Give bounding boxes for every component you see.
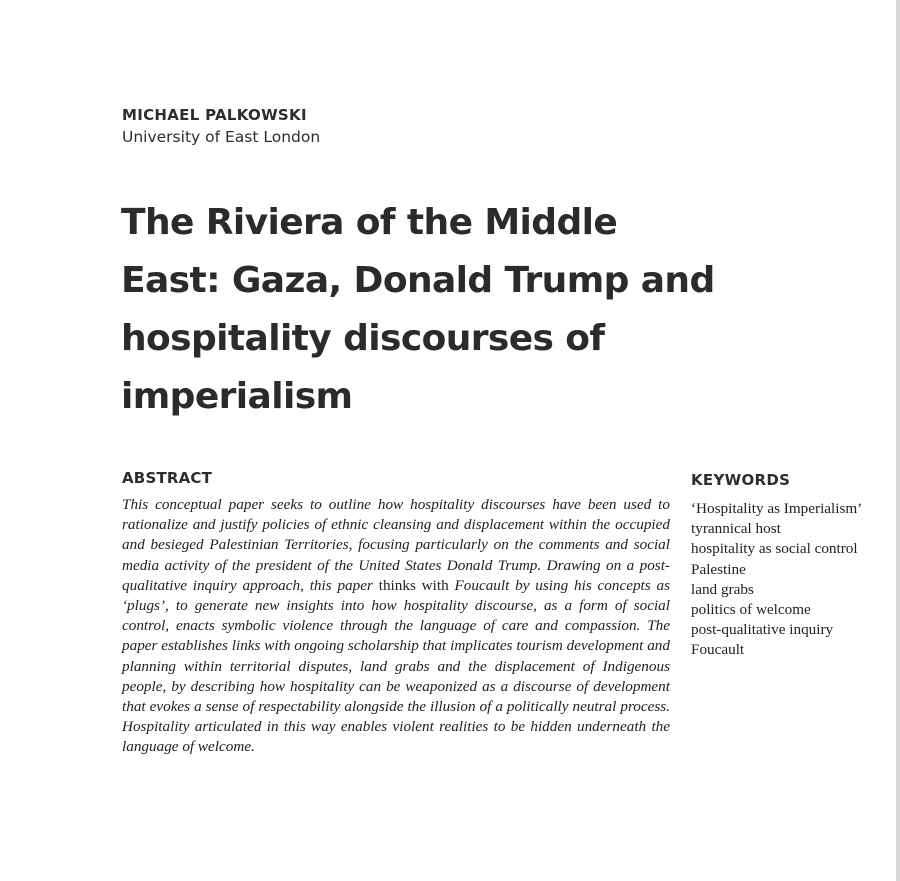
keyword-item: Palestine (691, 560, 746, 578)
author-block (122, 104, 320, 148)
keyword-item: land grabs (691, 580, 754, 598)
paper-title: The Riviera of the Middle East: Gaza, Donald Trump and hospitality discourses of imperialism (121, 202, 715, 417)
keyword-item: Foucault (691, 641, 745, 659)
abstract-text-part2: Foucault by using his concepts as ‘plugs’, to generate new insights into how hospitality discourse, as a form of social control, enacts symbolic violence through the language of care and compassion. The paper establishes links with ongoing scholarship that implicates tourism development and planning within territorial disputes, land grabs and the displacement of Indigenous people, by describing how hospitality can be weaponized as a discourse of development that evokes a sense of respectability alongside the illusion of a politically neutral process. Hospitality articulated in this way enables violent realities to be hidden underneath the language of welcome. (122, 576, 670, 756)
abstract-text (122, 495, 670, 758)
author-name: MICHAEL PALKOWSKI (122, 106, 307, 124)
abstract-text-part1: This conceptual paper seeks to outline how hospitality discourses have been used to rationalize and justify policies of ethnic cleansing and displacement within the occupied and besieged Palestinian Territories, focusing particularly on the comments and social media activity of the president of the United States Donald Trump. Drawing on a post-qualitative inquiry approach, this paper (122, 496, 670, 594)
keywords-list (691, 499, 871, 661)
keyword-item: post-qualitative inquiry (691, 621, 834, 639)
keyword-item: hospitality as social control (691, 540, 858, 558)
page-edge (896, 0, 900, 881)
author-affiliation: University of East London (122, 128, 321, 146)
abstract-heading: ABSTRACT (122, 469, 213, 487)
keyword-item: tyrannical host (691, 520, 781, 538)
abstract-text-upright: thinks with (378, 576, 449, 594)
keyword-item: politics of welcome (691, 601, 811, 619)
keyword-item: ‘Hospitality as Imperialism’ (691, 500, 863, 517)
keywords-heading: KEYWORDS (691, 471, 791, 489)
